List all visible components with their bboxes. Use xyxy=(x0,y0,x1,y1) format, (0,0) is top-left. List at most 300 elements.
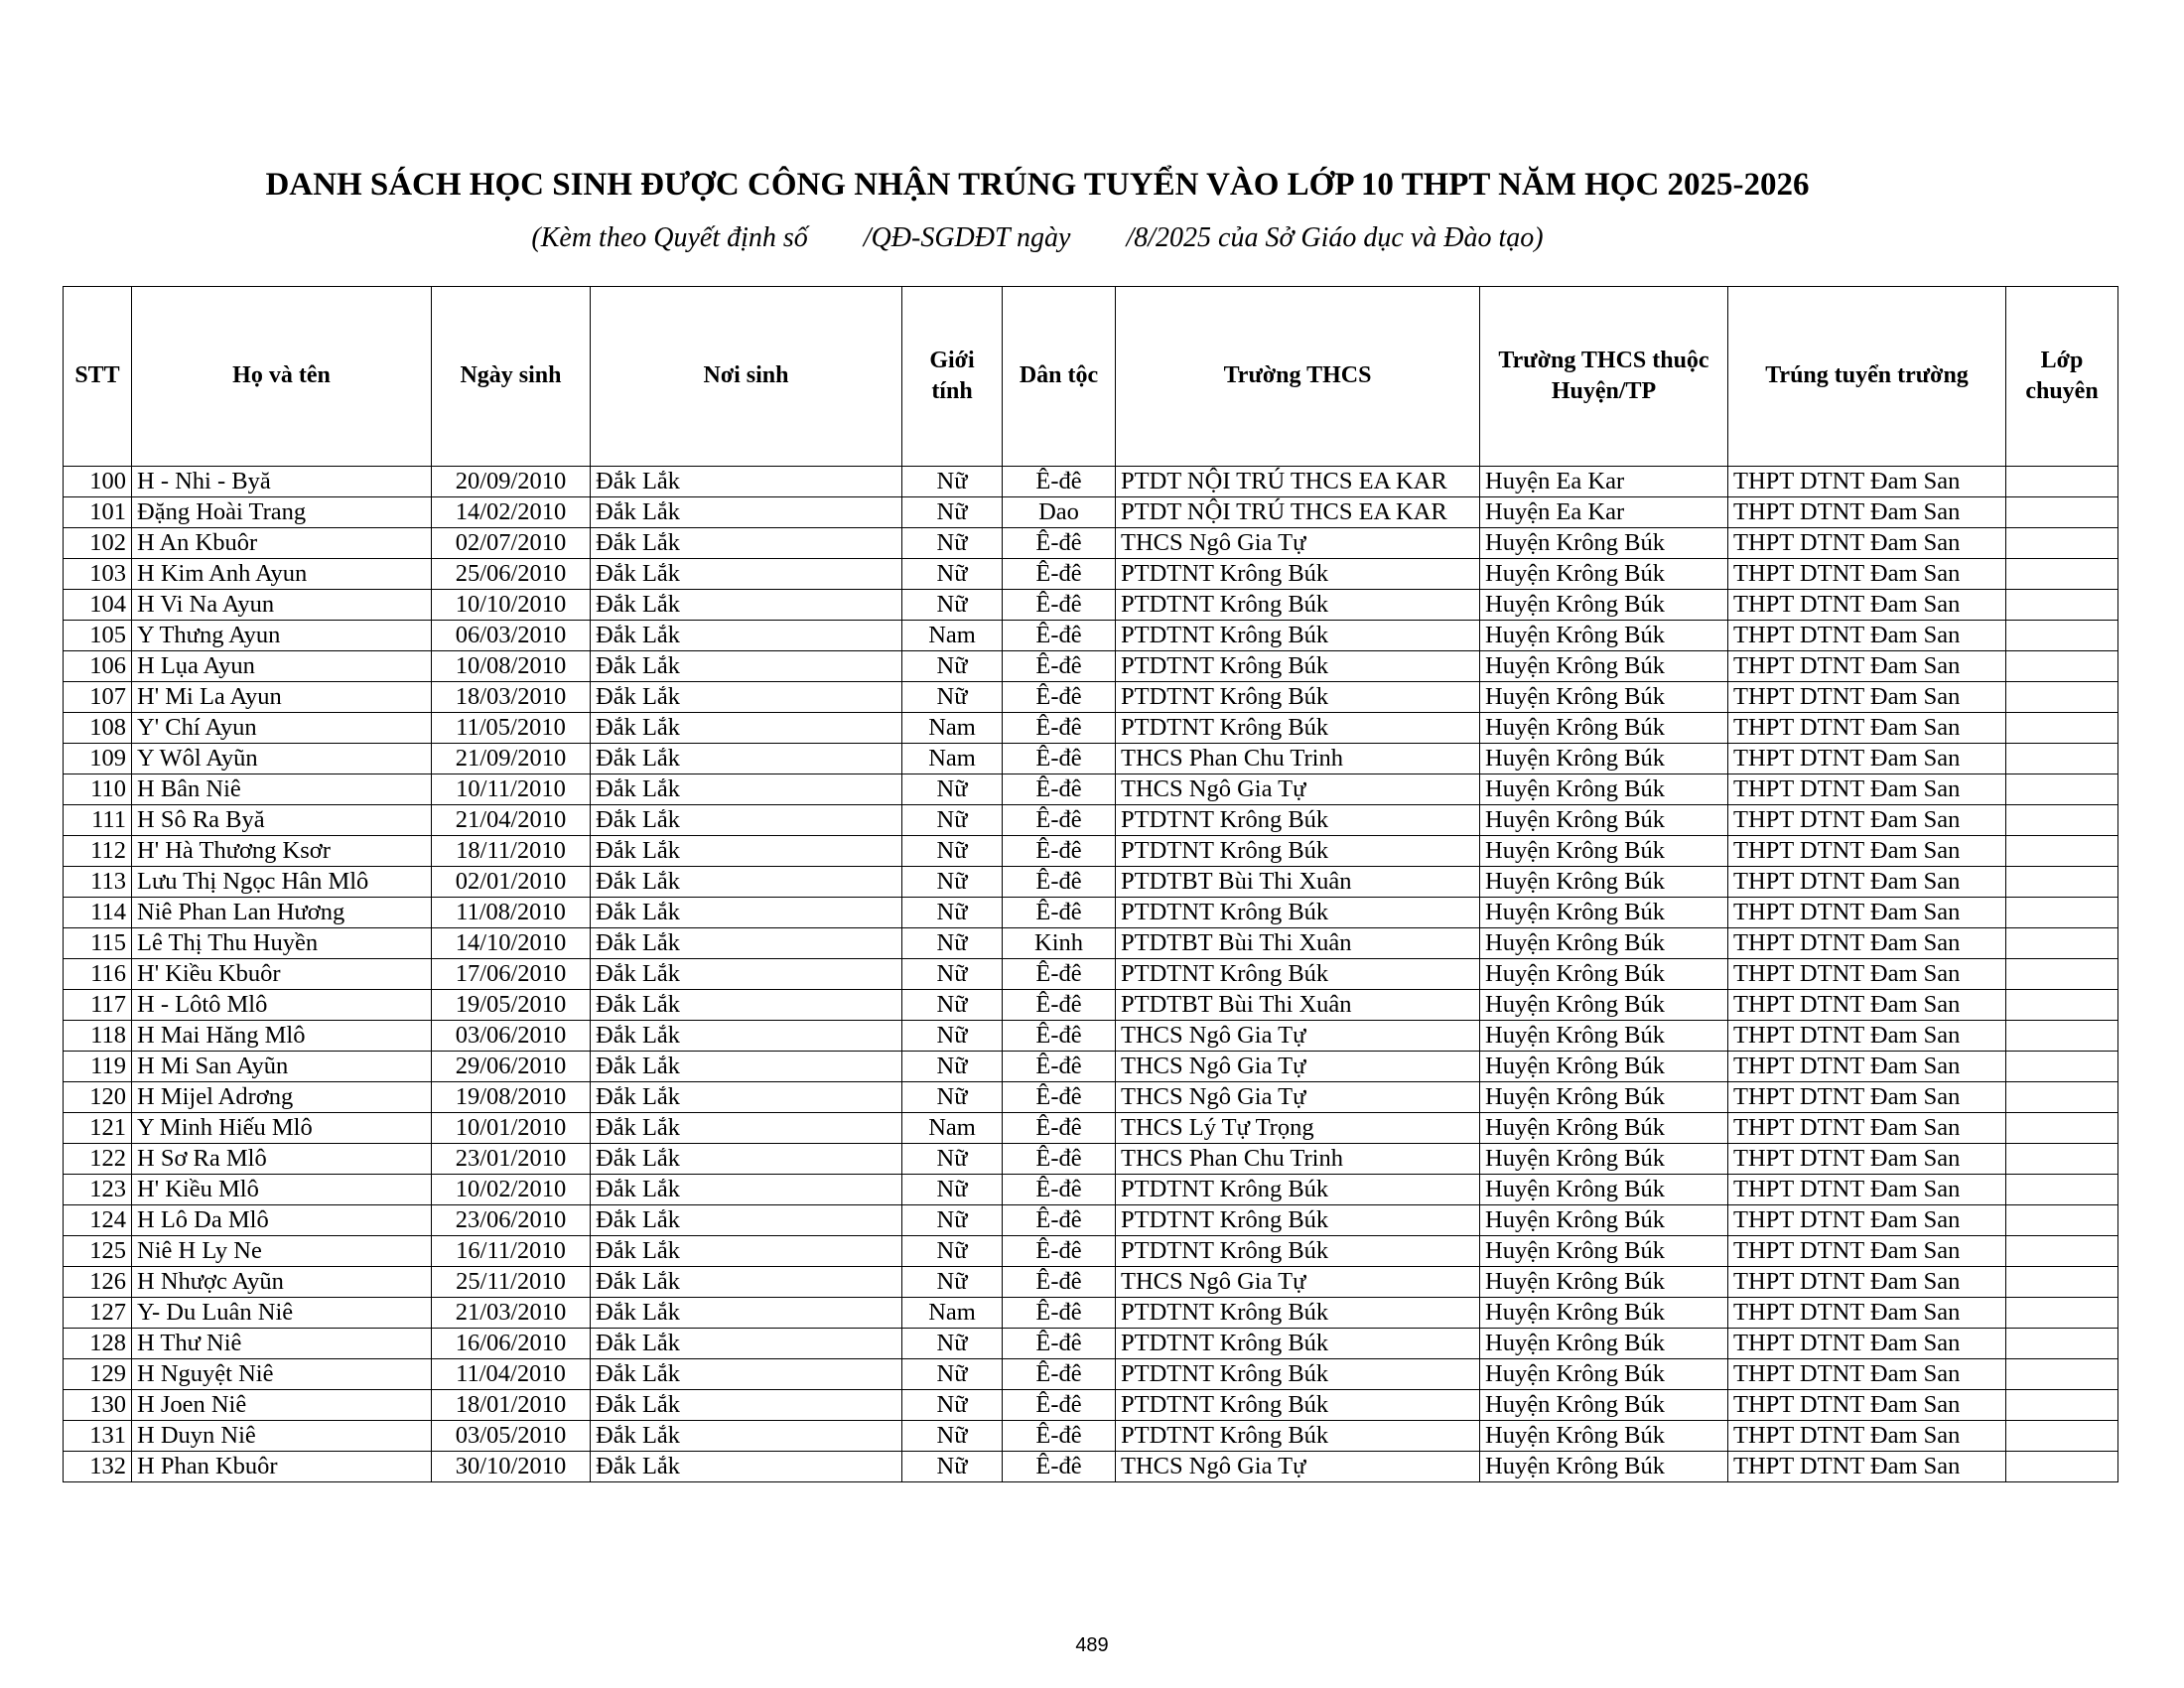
cell-admitted-school: THPT DTNT Đam San xyxy=(1728,651,2006,682)
cell-birthdate: 10/02/2010 xyxy=(432,1175,591,1205)
cell-special-class xyxy=(2006,621,2118,651)
cell-school: PTDTNT Krông Búk xyxy=(1116,836,1480,867)
cell-admitted-school: THPT DTNT Đam San xyxy=(1728,1052,2006,1082)
cell-special-class xyxy=(2006,1452,2118,1482)
cell-birthdate: 02/01/2010 xyxy=(432,867,591,898)
cell-name: H' Mi La Ayun xyxy=(132,682,432,713)
cell-ethnicity: Ê-đê xyxy=(1003,713,1116,744)
cell-ethnicity: Ê-đê xyxy=(1003,898,1116,928)
cell-name: Lưu Thị Ngọc Hân Mlô xyxy=(132,867,432,898)
cell-birthplace: Đắk Lắk xyxy=(591,959,902,990)
cell-special-class xyxy=(2006,467,2118,497)
cell-admitted-school: THPT DTNT Đam San xyxy=(1728,621,2006,651)
cell-ethnicity: Ê-đê xyxy=(1003,867,1116,898)
cell-name: H Bân Niê xyxy=(132,774,432,805)
cell-name: H Lụa Ayun xyxy=(132,651,432,682)
cell-birthplace: Đắk Lắk xyxy=(591,774,902,805)
cell-school: THCS Ngô Gia Tự xyxy=(1116,774,1480,805)
cell-birthplace: Đắk Lắk xyxy=(591,1421,902,1452)
cell-stt: 132 xyxy=(64,1452,132,1482)
cell-name: H Duyn Niê xyxy=(132,1421,432,1452)
cell-special-class xyxy=(2006,744,2118,774)
cell-admitted-school: THPT DTNT Đam San xyxy=(1728,990,2006,1021)
col-header-admitted-school: Trúng tuyển trường xyxy=(1728,287,2006,467)
cell-school: PTDTNT Krông Búk xyxy=(1116,1421,1480,1452)
col-header-birthdate: Ngày sinh xyxy=(432,287,591,467)
cell-gender: Nữ xyxy=(902,1359,1003,1390)
cell-birthplace: Đắk Lắk xyxy=(591,867,902,898)
cell-stt: 116 xyxy=(64,959,132,990)
cell-birthplace: Đắk Lắk xyxy=(591,990,902,1021)
cell-name: H Mi San Ayũn xyxy=(132,1052,432,1082)
cell-special-class xyxy=(2006,528,2118,559)
cell-district: Huyện Krông Búk xyxy=(1480,990,1728,1021)
cell-ethnicity: Ê-đê xyxy=(1003,1175,1116,1205)
cell-birthdate: 10/08/2010 xyxy=(432,651,591,682)
cell-ethnicity: Ê-đê xyxy=(1003,1205,1116,1236)
cell-district: Huyện Krông Búk xyxy=(1480,805,1728,836)
cell-district: Huyện Krông Búk xyxy=(1480,959,1728,990)
cell-admitted-school: THPT DTNT Đam San xyxy=(1728,836,2006,867)
cell-district: Huyện Krông Búk xyxy=(1480,1144,1728,1175)
cell-school: THCS Lý Tự Trọng xyxy=(1116,1113,1480,1144)
cell-gender: Nữ xyxy=(902,1021,1003,1052)
cell-school: THCS Ngô Gia Tự xyxy=(1116,1021,1480,1052)
cell-birthdate: 06/03/2010 xyxy=(432,621,591,651)
cell-stt: 105 xyxy=(64,621,132,651)
cell-district: Huyện Krông Búk xyxy=(1480,651,1728,682)
table-row xyxy=(64,1144,2118,1175)
cell-name: H Mijel Adrơng xyxy=(132,1082,432,1113)
cell-ethnicity: Ê-đê xyxy=(1003,621,1116,651)
table-row xyxy=(64,1298,2118,1329)
cell-birthplace: Đắk Lắk xyxy=(591,1082,902,1113)
cell-birthdate: 18/11/2010 xyxy=(432,836,591,867)
table-row xyxy=(64,867,2118,898)
table-row xyxy=(64,559,2118,590)
cell-birthplace: Đắk Lắk xyxy=(591,1205,902,1236)
cell-admitted-school: THPT DTNT Đam San xyxy=(1728,898,2006,928)
cell-stt: 108 xyxy=(64,713,132,744)
cell-birthplace: Đắk Lắk xyxy=(591,590,902,621)
cell-special-class xyxy=(2006,774,2118,805)
table-header-row xyxy=(64,287,2118,467)
cell-ethnicity: Ê-đê xyxy=(1003,467,1116,497)
cell-district: Huyện Krông Búk xyxy=(1480,1082,1728,1113)
cell-school: PTDTNT Krông Búk xyxy=(1116,651,1480,682)
cell-admitted-school: THPT DTNT Đam San xyxy=(1728,559,2006,590)
cell-birthdate: 14/02/2010 xyxy=(432,497,591,528)
cell-gender: Nam xyxy=(902,744,1003,774)
cell-district: Huyện Krông Búk xyxy=(1480,1359,1728,1390)
cell-name: Y Minh Hiếu Mlô xyxy=(132,1113,432,1144)
cell-district: Huyện Krông Búk xyxy=(1480,774,1728,805)
cell-school: PTDTNT Krông Búk xyxy=(1116,1205,1480,1236)
cell-birthdate: 11/08/2010 xyxy=(432,898,591,928)
cell-school: PTDTNT Krông Búk xyxy=(1116,805,1480,836)
cell-gender: Nữ xyxy=(902,651,1003,682)
cell-school: PTDTNT Krông Búk xyxy=(1116,1236,1480,1267)
table-row xyxy=(64,1021,2118,1052)
cell-birthdate: 19/05/2010 xyxy=(432,990,591,1021)
cell-admitted-school: THPT DTNT Đam San xyxy=(1728,1113,2006,1144)
cell-birthdate: 16/06/2010 xyxy=(432,1329,591,1359)
cell-stt: 118 xyxy=(64,1021,132,1052)
cell-ethnicity: Ê-đê xyxy=(1003,1021,1116,1052)
cell-special-class xyxy=(2006,1052,2118,1082)
cell-gender: Nữ xyxy=(902,559,1003,590)
cell-special-class xyxy=(2006,1421,2118,1452)
cell-ethnicity: Ê-đê xyxy=(1003,1452,1116,1482)
col-header-stt: STT xyxy=(64,287,132,467)
cell-school: THCS Ngô Gia Tự xyxy=(1116,1082,1480,1113)
cell-stt: 104 xyxy=(64,590,132,621)
cell-ethnicity: Ê-đê xyxy=(1003,651,1116,682)
cell-birthdate: 20/09/2010 xyxy=(432,467,591,497)
cell-birthplace: Đắk Lắk xyxy=(591,1052,902,1082)
cell-name: Niê Phan Lan Hương xyxy=(132,898,432,928)
cell-birthdate: 25/11/2010 xyxy=(432,1267,591,1298)
cell-stt: 126 xyxy=(64,1267,132,1298)
cell-birthplace: Đắk Lắk xyxy=(591,682,902,713)
cell-birthdate: 18/03/2010 xyxy=(432,682,591,713)
cell-school: THCS Phan Chu Trinh xyxy=(1116,1144,1480,1175)
table-row xyxy=(64,1452,2118,1482)
cell-school: PTDTNT Krông Búk xyxy=(1116,559,1480,590)
cell-birthplace: Đắk Lắk xyxy=(591,1236,902,1267)
cell-birthdate: 21/09/2010 xyxy=(432,744,591,774)
cell-gender: Nữ xyxy=(902,1421,1003,1452)
cell-stt: 123 xyxy=(64,1175,132,1205)
cell-admitted-school: THPT DTNT Đam San xyxy=(1728,774,2006,805)
cell-gender: Nữ xyxy=(902,1175,1003,1205)
cell-district: Huyện Krông Búk xyxy=(1480,898,1728,928)
cell-special-class xyxy=(2006,1390,2118,1421)
cell-special-class xyxy=(2006,1205,2118,1236)
table-row xyxy=(64,1267,2118,1298)
cell-gender: Nữ xyxy=(902,1390,1003,1421)
table-row xyxy=(64,805,2118,836)
cell-district: Huyện Ea Kar xyxy=(1480,497,1728,528)
cell-admitted-school: THPT DTNT Đam San xyxy=(1728,1298,2006,1329)
cell-school: PTDTNT Krông Búk xyxy=(1116,682,1480,713)
cell-birthplace: Đắk Lắk xyxy=(591,1175,902,1205)
cell-admitted-school: THPT DTNT Đam San xyxy=(1728,1359,2006,1390)
cell-stt: 129 xyxy=(64,1359,132,1390)
cell-special-class xyxy=(2006,590,2118,621)
cell-school: PTDTBT Bùi Thi Xuân xyxy=(1116,990,1480,1021)
cell-admitted-school: THPT DTNT Đam San xyxy=(1728,1082,2006,1113)
table-row xyxy=(64,1113,2118,1144)
col-header-gender: Giới tính xyxy=(902,287,1003,467)
cell-gender: Nam xyxy=(902,1298,1003,1329)
cell-school: THCS Ngô Gia Tự xyxy=(1116,1267,1480,1298)
table-row xyxy=(64,774,2118,805)
cell-birthplace: Đắk Lắk xyxy=(591,1452,902,1482)
cell-birthplace: Đắk Lắk xyxy=(591,1329,902,1359)
cell-school: PTDTNT Krông Búk xyxy=(1116,713,1480,744)
cell-stt: 112 xyxy=(64,836,132,867)
cell-admitted-school: THPT DTNT Đam San xyxy=(1728,1329,2006,1359)
cell-birthdate: 11/05/2010 xyxy=(432,713,591,744)
cell-stt: 109 xyxy=(64,744,132,774)
cell-special-class xyxy=(2006,1175,2118,1205)
table-row xyxy=(64,928,2118,959)
table-row xyxy=(64,959,2118,990)
cell-birthplace: Đắk Lắk xyxy=(591,898,902,928)
cell-birthplace: Đắk Lắk xyxy=(591,1021,902,1052)
cell-district: Huyện Krông Búk xyxy=(1480,1267,1728,1298)
table-row xyxy=(64,1236,2118,1267)
table-row xyxy=(64,467,2118,497)
cell-admitted-school: THPT DTNT Đam San xyxy=(1728,805,2006,836)
cell-ethnicity: Ê-đê xyxy=(1003,1052,1116,1082)
cell-ethnicity: Ê-đê xyxy=(1003,1236,1116,1267)
cell-name: H - Nhi - Byă xyxy=(132,467,432,497)
cell-birthdate: 14/10/2010 xyxy=(432,928,591,959)
cell-stt: 102 xyxy=(64,528,132,559)
cell-name: H Phan Kbuôr xyxy=(132,1452,432,1482)
cell-gender: Nữ xyxy=(902,959,1003,990)
cell-admitted-school: THPT DTNT Đam San xyxy=(1728,928,2006,959)
cell-birthdate: 18/01/2010 xyxy=(432,1390,591,1421)
cell-admitted-school: THPT DTNT Đam San xyxy=(1728,867,2006,898)
cell-special-class xyxy=(2006,1144,2118,1175)
cell-district: Huyện Krông Búk xyxy=(1480,559,1728,590)
cell-ethnicity: Ê-đê xyxy=(1003,528,1116,559)
cell-birthplace: Đắk Lắk xyxy=(591,805,902,836)
cell-name: H Vi Na Ayun xyxy=(132,590,432,621)
page-title: DANH SÁCH HỌC SINH ĐƯỢC CÔNG NHẬN TRÚNG TUYỂN VÀO LỚP 10 THPT NĂM HỌC 2025-2026 xyxy=(265,167,1810,203)
cell-gender: Nữ xyxy=(902,497,1003,528)
cell-admitted-school: THPT DTNT Đam San xyxy=(1728,528,2006,559)
cell-birthdate: 23/06/2010 xyxy=(432,1205,591,1236)
cell-district: Huyện Krông Búk xyxy=(1480,1236,1728,1267)
cell-district: Huyện Krông Búk xyxy=(1480,713,1728,744)
cell-special-class xyxy=(2006,990,2118,1021)
cell-name: H An Kbuôr xyxy=(132,528,432,559)
cell-special-class xyxy=(2006,1329,2118,1359)
cell-name: Lê Thị Thu Huyền xyxy=(132,928,432,959)
cell-ethnicity: Ê-đê xyxy=(1003,774,1116,805)
cell-stt: 125 xyxy=(64,1236,132,1267)
page-number: 489 xyxy=(1075,1634,1109,1656)
cell-name: H Kim Anh Ayun xyxy=(132,559,432,590)
cell-admitted-school: THPT DTNT Đam San xyxy=(1728,1236,2006,1267)
table-row xyxy=(64,1175,2118,1205)
cell-ethnicity: Ê-đê xyxy=(1003,559,1116,590)
cell-gender: Nam xyxy=(902,621,1003,651)
cell-birthplace: Đắk Lắk xyxy=(591,1144,902,1175)
cell-admitted-school: THPT DTNT Đam San xyxy=(1728,497,2006,528)
cell-stt: 101 xyxy=(64,497,132,528)
cell-gender: Nữ xyxy=(902,1144,1003,1175)
cell-ethnicity: Ê-đê xyxy=(1003,1144,1116,1175)
cell-stt: 121 xyxy=(64,1113,132,1144)
cell-name: Y' Chí Ayun xyxy=(132,713,432,744)
table-row xyxy=(64,898,2118,928)
cell-birthdate: 21/04/2010 xyxy=(432,805,591,836)
cell-district: Huyện Krông Búk xyxy=(1480,928,1728,959)
col-header-special-class: Lớp chuyên xyxy=(2006,287,2118,467)
cell-stt: 115 xyxy=(64,928,132,959)
cell-ethnicity: Ê-đê xyxy=(1003,590,1116,621)
cell-stt: 100 xyxy=(64,467,132,497)
cell-name: H' Hà Thương Ksơr xyxy=(132,836,432,867)
cell-district: Huyện Krông Búk xyxy=(1480,590,1728,621)
cell-stt: 122 xyxy=(64,1144,132,1175)
cell-birthdate: 03/05/2010 xyxy=(432,1421,591,1452)
cell-special-class xyxy=(2006,928,2118,959)
cell-district: Huyện Krông Búk xyxy=(1480,1021,1728,1052)
cell-gender: Nữ xyxy=(902,1082,1003,1113)
cell-special-class xyxy=(2006,497,2118,528)
cell-stt: 117 xyxy=(64,990,132,1021)
cell-stt: 103 xyxy=(64,559,132,590)
cell-district: Huyện Krông Búk xyxy=(1480,1205,1728,1236)
cell-school: THCS Ngô Gia Tự xyxy=(1116,528,1480,559)
cell-district: Huyện Ea Kar xyxy=(1480,467,1728,497)
cell-special-class xyxy=(2006,651,2118,682)
page-subtitle: (Kèm theo Quyết định số /QĐ-SGDĐT ngày /8/2025 của Sở Giáo dục và Đào tạo) xyxy=(531,222,1544,253)
cell-school: PTDTNT Krông Búk xyxy=(1116,898,1480,928)
cell-special-class xyxy=(2006,1082,2118,1113)
cell-birthplace: Đắk Lắk xyxy=(591,1298,902,1329)
col-header-school: Trường THCS xyxy=(1116,287,1480,467)
cell-gender: Nữ xyxy=(902,1205,1003,1236)
cell-admitted-school: THPT DTNT Đam San xyxy=(1728,467,2006,497)
cell-school: PTDTNT Krông Búk xyxy=(1116,1329,1480,1359)
cell-gender: Nữ xyxy=(902,898,1003,928)
cell-birthdate: 03/06/2010 xyxy=(432,1021,591,1052)
col-header-ethnicity: Dân tộc xyxy=(1003,287,1116,467)
cell-birthplace: Đắk Lắk xyxy=(591,1359,902,1390)
cell-district: Huyện Krông Búk xyxy=(1480,1452,1728,1482)
cell-birthdate: 10/01/2010 xyxy=(432,1113,591,1144)
cell-birthdate: 25/06/2010 xyxy=(432,559,591,590)
cell-gender: Nữ xyxy=(902,928,1003,959)
cell-special-class xyxy=(2006,1113,2118,1144)
cell-stt: 111 xyxy=(64,805,132,836)
cell-name: Y Thưng Ayun xyxy=(132,621,432,651)
cell-birthdate: 17/06/2010 xyxy=(432,959,591,990)
cell-school: PTDTNT Krông Búk xyxy=(1116,959,1480,990)
cell-birthplace: Đắk Lắk xyxy=(591,744,902,774)
cell-name: H Mai Hăng Mlô xyxy=(132,1021,432,1052)
cell-birthdate: 16/11/2010 xyxy=(432,1236,591,1267)
cell-stt: 124 xyxy=(64,1205,132,1236)
cell-ethnicity: Ê-đê xyxy=(1003,682,1116,713)
cell-admitted-school: THPT DTNT Đam San xyxy=(1728,1021,2006,1052)
table-row xyxy=(64,990,2118,1021)
table-row xyxy=(64,1052,2118,1082)
cell-stt: 131 xyxy=(64,1421,132,1452)
cell-special-class xyxy=(2006,682,2118,713)
cell-birthplace: Đắk Lắk xyxy=(591,467,902,497)
cell-special-class xyxy=(2006,805,2118,836)
table-row xyxy=(64,1329,2118,1359)
col-header-district: Trường THCS thuộc Huyện/TP xyxy=(1480,287,1728,467)
cell-special-class xyxy=(2006,836,2118,867)
cell-admitted-school: THPT DTNT Đam San xyxy=(1728,590,2006,621)
table-row xyxy=(64,590,2118,621)
table-row xyxy=(64,1359,2118,1390)
cell-stt: 127 xyxy=(64,1298,132,1329)
cell-ethnicity: Ê-đê xyxy=(1003,744,1116,774)
cell-district: Huyện Krông Búk xyxy=(1480,1298,1728,1329)
cell-district: Huyện Krông Búk xyxy=(1480,528,1728,559)
cell-district: Huyện Krông Búk xyxy=(1480,1390,1728,1421)
cell-admitted-school: THPT DTNT Đam San xyxy=(1728,959,2006,990)
cell-special-class xyxy=(2006,867,2118,898)
cell-district: Huyện Krông Búk xyxy=(1480,1175,1728,1205)
cell-name: H Joen Niê xyxy=(132,1390,432,1421)
cell-birthplace: Đắk Lắk xyxy=(591,836,902,867)
cell-district: Huyện Krông Búk xyxy=(1480,867,1728,898)
cell-stt: 130 xyxy=(64,1390,132,1421)
cell-admitted-school: THPT DTNT Đam San xyxy=(1728,1390,2006,1421)
cell-ethnicity: Ê-đê xyxy=(1003,1421,1116,1452)
cell-name: Y Wôl Ayũn xyxy=(132,744,432,774)
cell-special-class xyxy=(2006,559,2118,590)
cell-special-class xyxy=(2006,1021,2118,1052)
cell-admitted-school: THPT DTNT Đam San xyxy=(1728,744,2006,774)
cell-special-class xyxy=(2006,1359,2118,1390)
cell-birthplace: Đắk Lắk xyxy=(591,497,902,528)
cell-name: H' Kiều Mlô xyxy=(132,1175,432,1205)
cell-admitted-school: THPT DTNT Đam San xyxy=(1728,682,2006,713)
cell-special-class xyxy=(2006,1298,2118,1329)
cell-school: PTDTNT Krông Búk xyxy=(1116,621,1480,651)
cell-name: H Nhược Ayũn xyxy=(132,1267,432,1298)
cell-birthdate: 30/10/2010 xyxy=(432,1452,591,1482)
table-row xyxy=(64,1421,2118,1452)
cell-birthdate: 21/03/2010 xyxy=(432,1298,591,1329)
table-row xyxy=(64,528,2118,559)
cell-ethnicity: Ê-đê xyxy=(1003,1113,1116,1144)
cell-stt: 107 xyxy=(64,682,132,713)
cell-school: THCS Phan Chu Trinh xyxy=(1116,744,1480,774)
cell-admitted-school: THPT DTNT Đam San xyxy=(1728,1452,2006,1482)
cell-birthplace: Đắk Lắk xyxy=(591,651,902,682)
cell-district: Huyện Krông Búk xyxy=(1480,1329,1728,1359)
cell-birthplace: Đắk Lắk xyxy=(591,528,902,559)
cell-stt: 120 xyxy=(64,1082,132,1113)
cell-school: PTDTNT Krông Búk xyxy=(1116,1298,1480,1329)
cell-district: Huyện Krông Búk xyxy=(1480,682,1728,713)
cell-name: Niê H Ly Ne xyxy=(132,1236,432,1267)
cell-name: H Nguyệt Niê xyxy=(132,1359,432,1390)
cell-name: H - Lôtô Mlô xyxy=(132,990,432,1021)
cell-district: Huyện Krông Búk xyxy=(1480,744,1728,774)
cell-birthdate: 02/07/2010 xyxy=(432,528,591,559)
cell-gender: Nữ xyxy=(902,467,1003,497)
table-row xyxy=(64,713,2118,744)
cell-name: H Thư Niê xyxy=(132,1329,432,1359)
table-row xyxy=(64,1390,2118,1421)
cell-gender: Nữ xyxy=(902,867,1003,898)
cell-gender: Nữ xyxy=(902,682,1003,713)
cell-ethnicity: Ê-đê xyxy=(1003,805,1116,836)
cell-school: PTDTNT Krông Búk xyxy=(1116,1390,1480,1421)
cell-stt: 110 xyxy=(64,774,132,805)
student-table xyxy=(63,286,2118,1482)
cell-admitted-school: THPT DTNT Đam San xyxy=(1728,713,2006,744)
col-header-name: Họ và tên xyxy=(132,287,432,467)
cell-district: Huyện Krông Búk xyxy=(1480,1421,1728,1452)
table-row xyxy=(64,497,2118,528)
cell-birthplace: Đắk Lắk xyxy=(591,1267,902,1298)
